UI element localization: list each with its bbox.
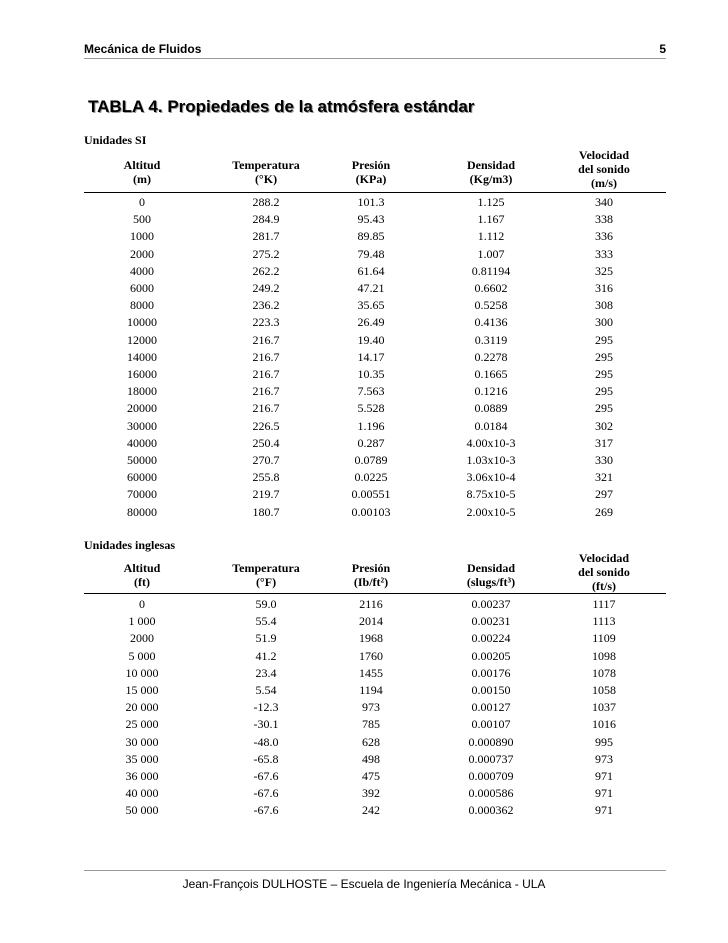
cell-temperature: -67.6	[253, 786, 279, 801]
cell-temperature: 284.9	[252, 212, 280, 227]
cell-sound-speed: 995	[595, 734, 613, 749]
cell-temperature: 288.2	[252, 195, 280, 209]
column-header-pressure	[311, 561, 431, 589]
cell-density: 0.5258	[474, 298, 508, 313]
column-header-density	[431, 561, 551, 589]
cell-sound-speed: 297	[595, 487, 613, 502]
cell-pressure: 1455	[359, 665, 383, 680]
cell-temperature: -12.3	[253, 700, 279, 715]
cell-pressure: 0.0225	[354, 470, 388, 485]
cell-density: 0.4136	[474, 315, 508, 330]
cell-sound-speed: 295	[595, 401, 613, 416]
cell-temperature: 216.7	[252, 367, 280, 381]
cell-pressure: 0.0789	[354, 453, 388, 467]
column-header-line: Temperatura	[232, 561, 300, 575]
cell-sound-speed: 971	[595, 786, 613, 801]
cell-pressure: 1194	[359, 683, 383, 697]
cell-sound-speed: 1113	[592, 614, 616, 629]
cell-pressure: 1760	[359, 648, 383, 663]
cell-sound-speed: 1117	[592, 597, 616, 611]
cell-density: 0.00176	[471, 665, 511, 680]
cell-density: 4.00x10-3	[466, 435, 516, 450]
cell-temperature: 281.7	[252, 229, 280, 244]
column-header-altitude	[82, 158, 202, 186]
column-header-density	[431, 158, 551, 186]
cell-altitude: 20000	[127, 401, 157, 416]
column-header-line: del sonido	[578, 162, 630, 176]
cell-pressure: 0.00551	[351, 487, 391, 502]
cell-density: 0.00205	[471, 648, 511, 663]
cell-sound-speed: 971	[595, 803, 613, 818]
cell-pressure: 1.196	[357, 418, 385, 433]
cell-pressure: 61.64	[357, 263, 385, 278]
cell-temperature: 5.54	[255, 683, 277, 697]
cell-altitude: 4000	[130, 263, 154, 278]
cell-temperature: 55.4	[255, 614, 277, 629]
cell-temperature: 216.7	[252, 384, 280, 399]
cell-altitude: 25 000	[125, 717, 159, 732]
cell-temperature: 51.9	[255, 631, 277, 646]
section-label: Unidades inglesas	[84, 538, 176, 552]
column-header-line: Temperatura	[232, 158, 300, 172]
cell-sound-speed: 340	[595, 195, 613, 209]
cell-pressure: 7.563	[357, 384, 385, 399]
cell-pressure: 5.528	[357, 401, 385, 416]
cell-sound-speed: 1098	[592, 648, 616, 663]
cell-temperature: 223.3	[252, 315, 280, 330]
page-footer: Jean-François DULHOSTE – Escuela de Ingeniería Mecánica - ULA	[182, 877, 546, 891]
cell-pressure: 1968	[359, 631, 383, 646]
column-header-altitude	[82, 561, 202, 589]
cell-altitude: 1000	[130, 229, 154, 244]
cell-sound-speed: 336	[595, 229, 613, 244]
cell-density: 2.00x10-5	[466, 504, 516, 519]
column-header-line: (°K)	[254, 172, 278, 186]
cell-pressure: 785	[362, 717, 380, 732]
cell-density: 8.75x10-5	[466, 487, 516, 502]
cell-pressure: 498	[362, 751, 380, 766]
cell-pressure: 35.65	[357, 298, 385, 313]
cell-pressure: 95.43	[357, 212, 385, 227]
page-header	[84, 40, 666, 60]
column-header-line: Altitud	[123, 561, 161, 575]
column-header-line: Presión	[351, 561, 391, 575]
document-title: Mecánica de Fluidos	[84, 42, 202, 56]
cell-density: 0.000362	[468, 803, 514, 818]
cell-sound-speed: 317	[595, 435, 613, 450]
page-number: 5	[659, 42, 666, 56]
column-header-line: Presión	[351, 158, 391, 172]
cell-temperature: -67.6	[253, 769, 279, 783]
cell-sound-speed: 295	[595, 332, 613, 347]
cell-temperature: 216.7	[252, 401, 280, 416]
column-header-line: Densidad	[466, 158, 516, 172]
cell-altitude: 70000	[127, 487, 157, 502]
cell-sound-speed: 330	[595, 453, 613, 467]
cell-pressure: 475	[362, 769, 380, 783]
cell-altitude: 60000	[127, 470, 157, 485]
column-header-line: Velocidad	[578, 551, 630, 565]
cell-density: 0.00237	[471, 597, 511, 611]
cell-altitude: 15 000	[125, 683, 159, 697]
cell-density: 0.2278	[474, 349, 508, 364]
cell-density: 0.000586	[468, 786, 514, 801]
cell-pressure: 26.49	[357, 315, 385, 330]
column-header-pressure	[311, 158, 431, 186]
cell-density: 0.00107	[471, 717, 511, 732]
cell-pressure: 10.35	[357, 367, 385, 381]
cell-altitude: 18000	[127, 384, 157, 399]
cell-density: 3.06x10-4	[466, 470, 516, 485]
cell-density: 0.000890	[468, 734, 514, 749]
column-header-sound-speed	[544, 551, 664, 593]
cell-density: 0.000709	[468, 769, 514, 783]
column-header-temperature	[206, 158, 326, 186]
cell-pressure: 2116	[359, 597, 383, 611]
cell-density: 0.1216	[474, 384, 508, 399]
cell-temperature: 23.4	[255, 665, 277, 680]
cell-altitude: 16000	[127, 367, 157, 381]
cell-altitude: 10 000	[125, 665, 159, 680]
cell-altitude: 5 000	[128, 648, 156, 663]
cell-sound-speed: 295	[595, 384, 613, 399]
cell-sound-speed: 333	[595, 246, 613, 261]
cell-altitude: 12000	[127, 332, 157, 347]
cell-sound-speed: 308	[595, 298, 613, 313]
cell-sound-speed: 1078	[592, 665, 616, 680]
cell-temperature: -65.8	[253, 751, 279, 766]
cell-temperature: 59.0	[255, 597, 277, 611]
column-header-line: Densidad	[466, 561, 516, 575]
cell-density: 0.00224	[471, 631, 511, 646]
column-header-line: (m/s)	[591, 176, 617, 190]
cell-temperature: 250.4	[252, 435, 280, 450]
cell-altitude: 30000	[127, 418, 157, 433]
cell-temperature: -30.1	[253, 717, 279, 732]
cell-sound-speed: 1037	[592, 700, 616, 715]
cell-altitude: 6000	[130, 281, 154, 295]
cell-altitude: 2000	[130, 631, 154, 646]
cell-density: 0.1665	[474, 367, 508, 381]
cell-altitude: 36 000	[125, 769, 159, 783]
cell-temperature: 216.7	[252, 332, 280, 347]
cell-temperature: 216.7	[252, 349, 280, 364]
header-rule	[84, 593, 666, 594]
cell-sound-speed: 300	[595, 315, 613, 330]
cell-sound-speed: 302	[595, 418, 613, 433]
cell-altitude: 8000	[130, 298, 154, 313]
cell-pressure: 973	[362, 700, 380, 715]
cell-altitude: 0	[139, 597, 145, 611]
cell-altitude: 500	[133, 212, 151, 227]
cell-pressure: 14.17	[357, 349, 385, 364]
column-header-line: (°F)	[255, 575, 277, 589]
cell-density: 1.125	[477, 195, 505, 209]
cell-altitude: 10000	[127, 315, 157, 330]
cell-sound-speed: 338	[595, 212, 613, 227]
table-title: TABLA 4. Propiedades de la atmósfera estándar	[88, 97, 475, 116]
column-header-line: (ft)	[134, 575, 150, 589]
cell-sound-speed: 295	[595, 367, 613, 381]
cell-pressure: 19.40	[357, 332, 385, 347]
cell-sound-speed: 269	[595, 504, 613, 519]
cell-density: 0.00127	[471, 700, 511, 715]
cell-density: 1.167	[477, 212, 505, 227]
column-header-line: (Ib/ft²)	[353, 575, 389, 589]
cell-altitude: 40 000	[125, 786, 159, 801]
cell-density: 1.112	[477, 229, 505, 244]
cell-pressure: 2014	[359, 614, 383, 629]
column-header-line: del sonido	[578, 565, 630, 579]
column-header-sound-speed	[544, 148, 664, 190]
cell-pressure: 101.3	[357, 195, 385, 209]
cell-density: 0.6602	[474, 281, 508, 295]
column-header-line: Altitud	[123, 158, 161, 172]
cell-altitude: 50 000	[125, 803, 159, 818]
cell-density: 0.00231	[471, 614, 511, 629]
cell-pressure: 392	[362, 786, 380, 801]
cell-density: 0.0889	[474, 401, 508, 416]
cell-temperature: 226.5	[252, 418, 280, 433]
cell-altitude: 0	[139, 195, 145, 209]
cell-sound-speed: 1109	[592, 631, 616, 646]
cell-altitude: 1 000	[128, 614, 156, 629]
cell-pressure: 242	[362, 803, 380, 818]
cell-temperature: 236.2	[252, 298, 280, 313]
cell-sound-speed: 316	[595, 281, 613, 295]
column-header-line: (m)	[133, 172, 151, 186]
header-rule	[84, 192, 666, 193]
cell-temperature: 270.7	[252, 453, 280, 467]
column-header-line: (Kg/m3)	[469, 172, 513, 186]
cell-altitude: 14000	[127, 349, 157, 364]
column-header-line: Velocidad	[578, 148, 630, 162]
cell-density: 1.03x10-3	[466, 453, 516, 467]
cell-sound-speed: 1058	[592, 683, 616, 697]
column-header-temperature	[206, 561, 326, 589]
cell-temperature: 255.8	[252, 470, 280, 485]
cell-altitude: 30 000	[125, 734, 159, 749]
cell-altitude: 40000	[127, 435, 157, 450]
column-header-line: (slugs/ft³)	[466, 575, 516, 589]
cell-altitude: 20 000	[125, 700, 159, 715]
cell-pressure: 89.85	[357, 229, 385, 244]
cell-pressure: 0.00103	[351, 504, 391, 519]
cell-altitude: 35 000	[125, 751, 159, 766]
cell-temperature: 262.2	[252, 263, 280, 278]
header-rule	[84, 58, 666, 59]
cell-altitude: 50000	[127, 453, 157, 467]
column-header-line: (ft/s)	[592, 579, 616, 593]
cell-sound-speed: 295	[595, 349, 613, 364]
footer-rule	[84, 870, 666, 871]
cell-temperature: 41.2	[255, 648, 277, 663]
cell-density: 0.0184	[474, 418, 508, 433]
cell-pressure: 0.287	[357, 435, 385, 450]
cell-density: 0.00150	[471, 683, 511, 697]
cell-temperature: 180.7	[252, 504, 280, 519]
cell-density: 1.007	[477, 246, 505, 261]
section-label: Unidades SI	[84, 133, 147, 147]
cell-density: 0.3119	[474, 332, 508, 347]
cell-altitude: 2000	[130, 246, 154, 261]
cell-temperature: 275.2	[252, 246, 280, 261]
cell-sound-speed: 973	[595, 751, 613, 766]
cell-sound-speed: 321	[595, 470, 613, 485]
cell-pressure: 47.21	[357, 281, 385, 295]
cell-density: 0.81194	[471, 263, 511, 278]
cell-density: 0.000737	[468, 751, 514, 766]
cell-sound-speed: 971	[595, 769, 613, 783]
cell-pressure: 79.48	[357, 246, 385, 261]
cell-sound-speed: 1016	[592, 717, 616, 732]
cell-temperature: -67.6	[253, 803, 279, 818]
column-header-line: (KPa)	[355, 172, 387, 186]
cell-temperature: -48.0	[253, 734, 279, 749]
cell-altitude: 80000	[127, 504, 157, 519]
cell-sound-speed: 325	[595, 263, 613, 278]
cell-pressure: 628	[362, 734, 380, 749]
cell-temperature: 249.2	[252, 281, 280, 295]
cell-temperature: 219.7	[252, 487, 280, 502]
